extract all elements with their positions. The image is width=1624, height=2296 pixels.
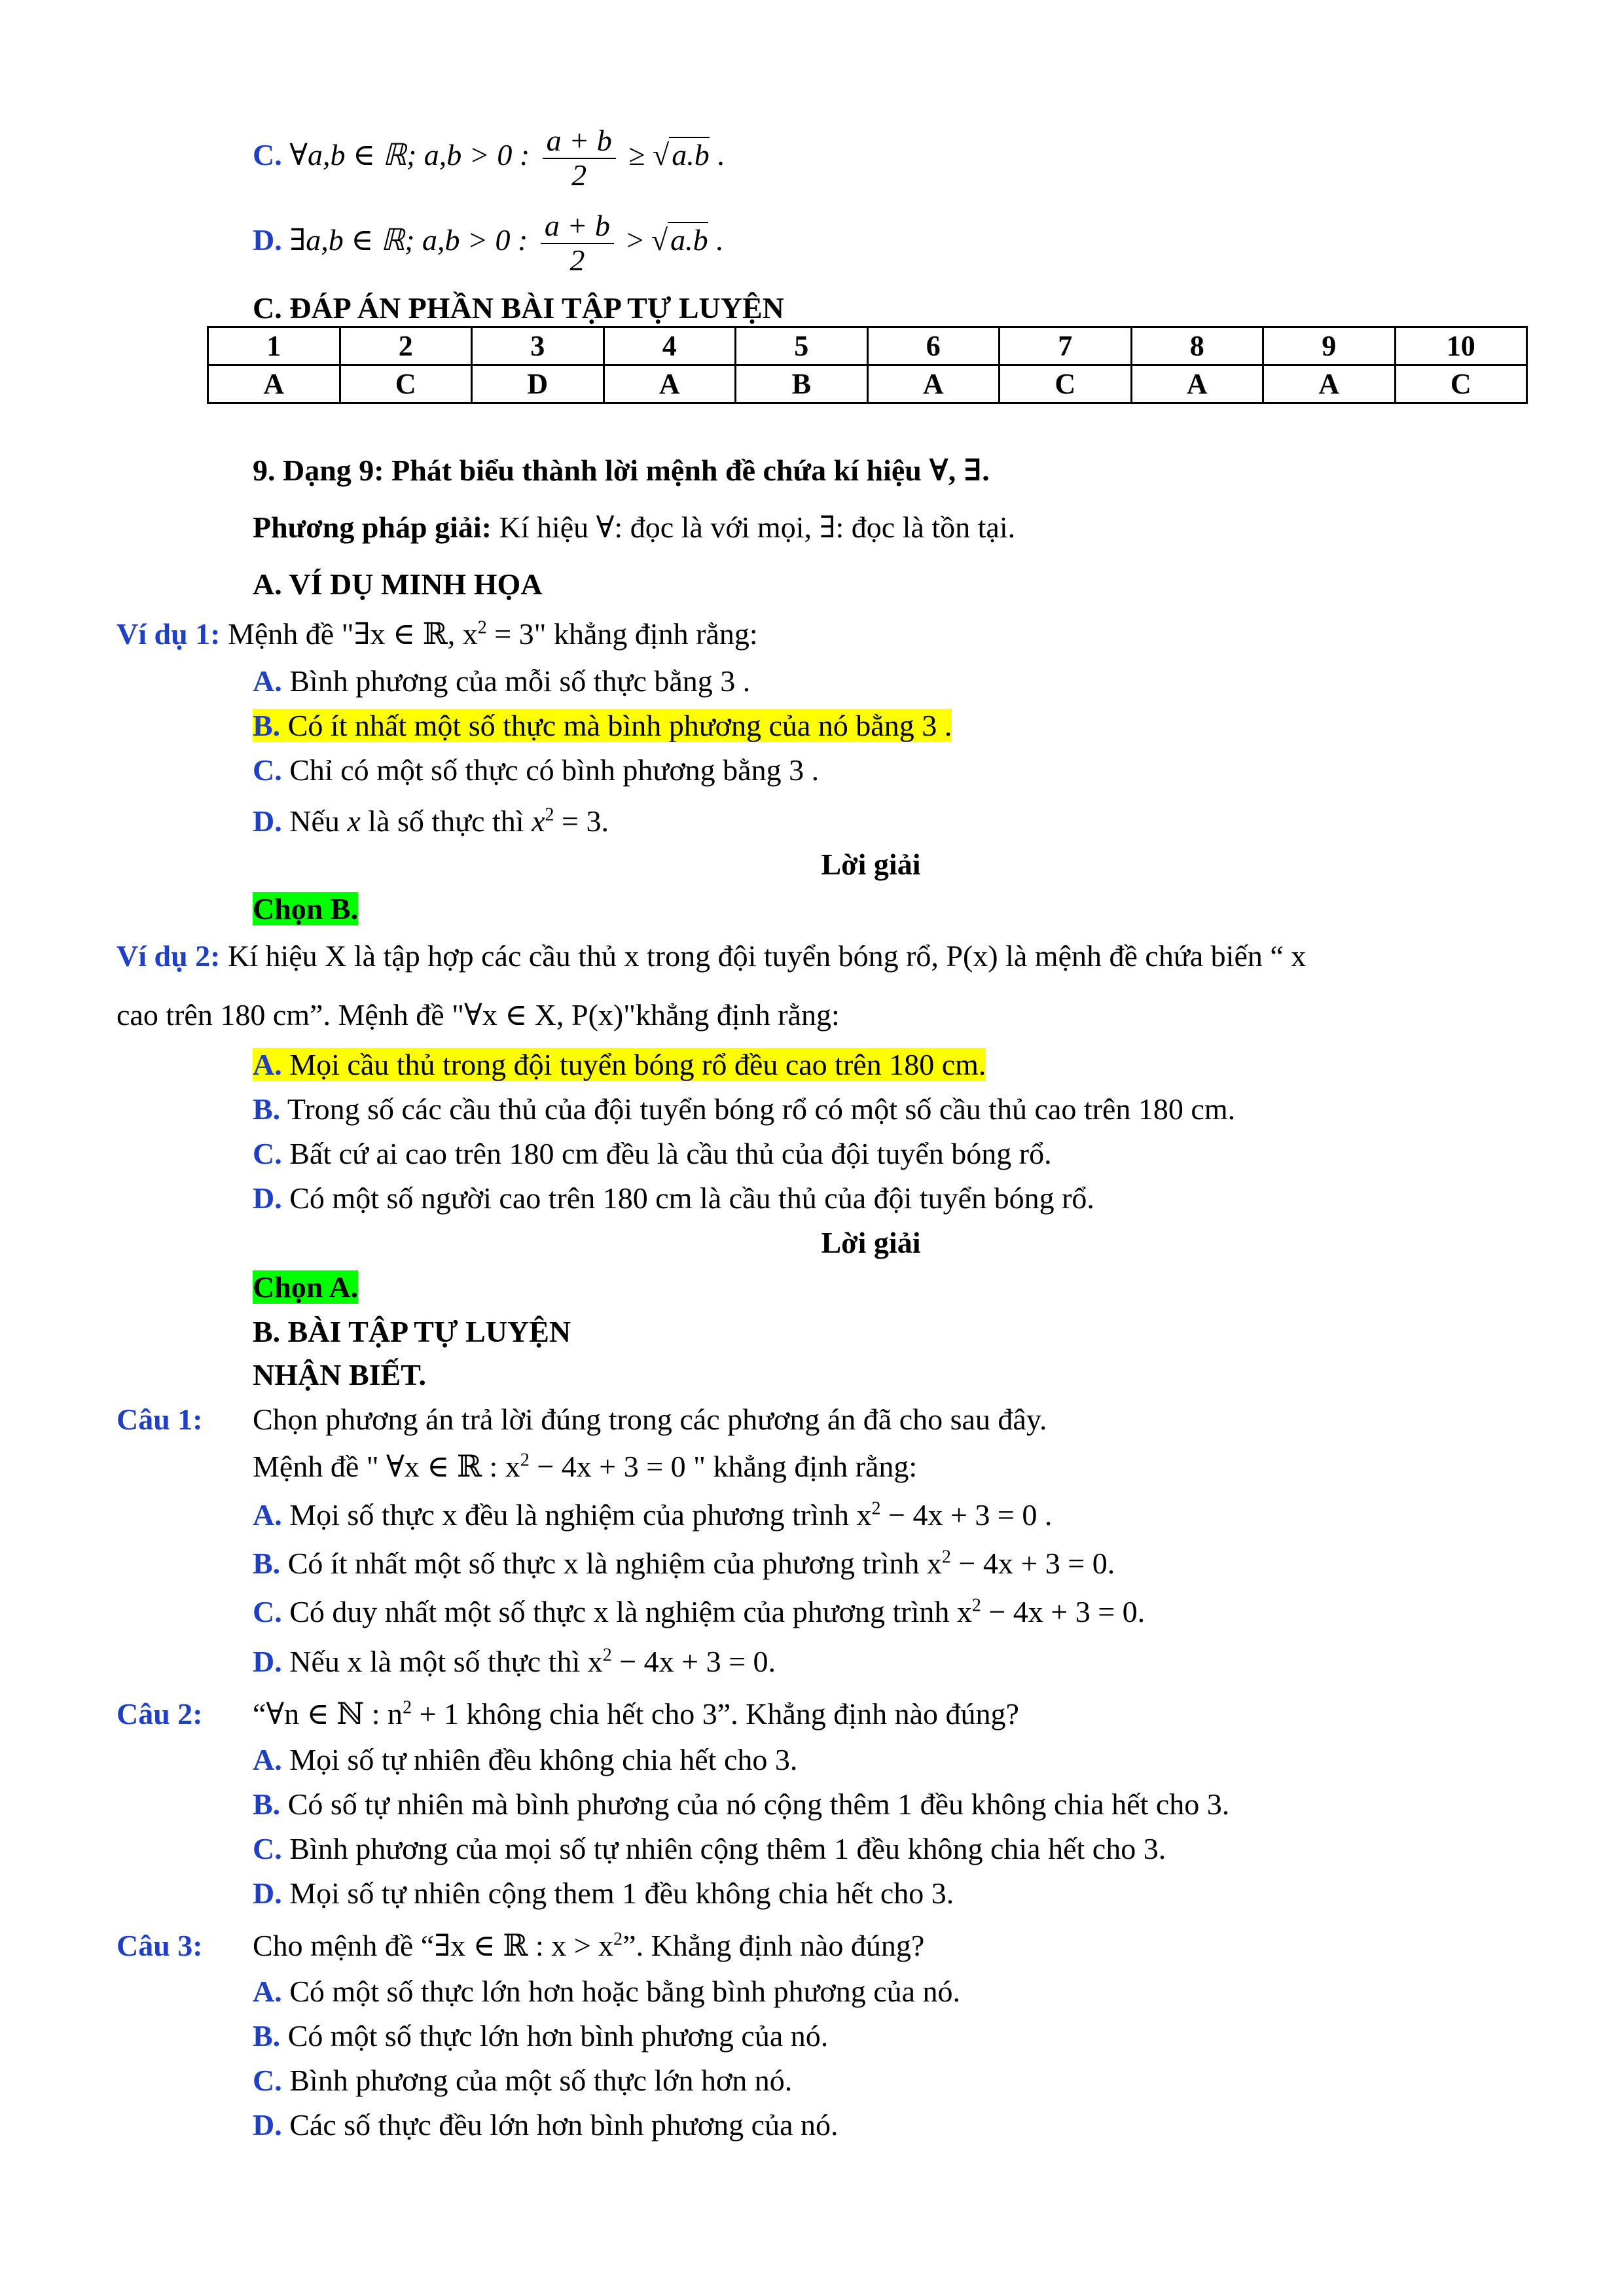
question-3-option-c: C. Bình phương của một số thực lớn hơn nó.	[253, 2064, 793, 2097]
question-3-option-a: A. Có một số thực lớn hơn hoặc bằng bình phương của nó.	[253, 1975, 961, 2008]
table-cell: 7	[1000, 327, 1132, 365]
table-cell: C	[340, 365, 472, 403]
example-1-option-b: B. Có ít nhất một số thực mà bình phương của nó bằng 3 .	[253, 709, 952, 742]
question-3-option-b: B. Có một số thực lớn hơn bình phương của nó.	[253, 2019, 829, 2053]
table-cell: A	[1263, 365, 1396, 403]
question-2-stem: “∀n ∈ ℕ : $n^2 + 1$ không chia hết cho 3”. Khẳng định nào đúng?	[253, 1697, 1019, 1731]
answer-table-answer-row	[208, 365, 1527, 403]
method-line: Phương pháp giải: Kí hiệu ∀: đọc là với mọi, ∃: đọc là tồn tại.	[253, 511, 1016, 544]
fraction: $\frac{a + b}{2}$	[541, 209, 614, 277]
table-cell: 10	[1395, 327, 1527, 365]
table-cell: A	[1131, 365, 1263, 403]
table-cell: B	[736, 365, 868, 403]
example-1-option-a: A. Bình phương của mỗi số thực bằng 3 .	[253, 664, 751, 698]
example-2-answer: Chọn A.	[253, 1270, 359, 1304]
answer-section-title: C. ĐÁP ÁN PHẦN BÀI TẬP TỰ LUYỆN	[253, 291, 784, 325]
table-cell: C	[1395, 365, 1527, 403]
table-cell: 1	[208, 327, 340, 365]
question-3-stem: Cho mệnh đề “∃x ∈ ℝ : $x > x^2$”. Khẳng định nào đúng?	[253, 1929, 925, 1962]
example-1-option-d: D. Nếu x là số thực thì $x^2 = 3$.	[253, 804, 609, 838]
table-cell: 3	[472, 327, 604, 365]
prev-option-d: D. ∃a,b ∈ ℝ; a,b > 0 : $\frac{a + b}{2}$ > √a.b .	[253, 209, 723, 277]
example-1-option-c: C. Chỉ có một số thực có bình phương bằng 3 .	[253, 753, 820, 787]
solution-heading: Lời giải	[821, 1226, 921, 1259]
question-1-option-d: D. Nếu x là một số thực thì $x^2 - 4x + 3 = 0$.	[253, 1645, 776, 1678]
table-cell: C	[1000, 365, 1132, 403]
question-1-stem-2: Mệnh đề " ∀x ∈ ℝ : $x^2 - 4x + 3 = 0$ " khẳng định rằng:	[253, 1450, 918, 1483]
question-1-stem: Chọn phương án trả lời đúng trong các phương án đã cho sau đây.	[253, 1403, 1047, 1436]
question-2-option-d: D. Mọi số tự nhiên cộng them 1 đều không chia hết cho 3.	[253, 1876, 954, 1910]
practice-title: B. BÀI TẬP TỰ LUYỆN	[253, 1315, 571, 1348]
example-1-answer: Chọn B.	[253, 892, 359, 925]
question-1-option-a: A. Mọi số thực x đều là nghiệm của phương trình $x^2 - 4x + 3 = 0$ .	[253, 1498, 1053, 1532]
table-cell: 6	[867, 327, 1000, 365]
table-cell: 4	[604, 327, 736, 365]
question-1-label: Câu 1:	[117, 1403, 203, 1436]
question-3-option-d: D. Các số thực đều lớn hơn bình phương của nó.	[253, 2108, 839, 2142]
table-cell: A	[604, 365, 736, 403]
question-1-option-c: C. Có duy nhất một số thực x là nghiệm của phương trình $x^2 - 4x + 3 = 0$.	[253, 1595, 1146, 1628]
example-2-option-c: C. Bất cứ ai cao trên 180 cm đều là cầu thủ của đội tuyển bóng rổ.	[253, 1137, 1052, 1170]
example-2-stem-line-2: cao trên 180 cm”. Mệnh đề "∀x ∈ X, P(x)"khẳng định rằng:	[117, 998, 840, 1031]
solution-heading: Lời giải	[821, 848, 921, 881]
answer-table	[207, 326, 1528, 404]
prev-option-c: C. ∀a,b ∈ ℝ; a,b > 0 : $\frac{a + b}{2}$ ≥ √a.b .	[253, 124, 725, 192]
answer-table-header-row	[208, 327, 1527, 365]
table-cell: 9	[1263, 327, 1396, 365]
section-heading: 9. Dạng 9: Phát biểu thành lời mệnh đề chứa kí hiệu ∀, ∃.	[253, 454, 990, 487]
fraction: $\frac{a + b}{2}$	[543, 124, 616, 192]
table-cell: 2	[340, 327, 472, 365]
question-2-option-a: A. Mọi số tự nhiên đều không chia hết cho 3.	[253, 1743, 798, 1776]
table-cell: A	[208, 365, 340, 403]
table-cell: D	[472, 365, 604, 403]
level-title: NHẬN BIẾT.	[253, 1358, 426, 1391]
table-cell: 8	[1131, 327, 1263, 365]
examples-title: A. VÍ DỤ MINH HỌA	[253, 567, 543, 601]
example-2-stem-line-1: Ví dụ 2: Kí hiệu X là tập hợp các cầu thủ x trong đội tuyển bóng rổ, P(x) là mệnh đề chứa biến “ x	[117, 939, 1307, 973]
question-2-label: Câu 2:	[117, 1697, 203, 1731]
table-cell: A	[867, 365, 1000, 403]
question-3-label: Câu 3:	[117, 1929, 203, 1962]
example-2-option-b: B. Trong số các cầu thủ của đội tuyển bóng rổ có một số cầu thủ cao trên 180 cm.	[253, 1092, 1236, 1126]
question-1-option-b: B. Có ít nhất một số thực x là nghiệm của phương trình $x^2 - 4x + 3 = 0$.	[253, 1547, 1115, 1580]
question-2-option-b: B. Có số tự nhiên mà bình phương của nó cộng thêm 1 đều không chia hết cho 3.	[253, 1787, 1230, 1821]
example-1-stem: Ví dụ 1: Mệnh đề "∃x ∈ ℝ, $x^2 = 3$" khẳng định rằng:	[117, 617, 758, 651]
example-2-option-a: A. Mọi cầu thủ trong đội tuyển bóng rổ đều cao trên 180 cm.	[253, 1048, 986, 1081]
example-2-option-d: D. Có một số người cao trên 180 cm là cầu thủ của đội tuyển bóng rổ.	[253, 1181, 1094, 1215]
table-cell: 5	[736, 327, 868, 365]
question-2-option-c: C. Bình phương của mọi số tự nhiên cộng thêm 1 đều không chia hết cho 3.	[253, 1832, 1166, 1865]
